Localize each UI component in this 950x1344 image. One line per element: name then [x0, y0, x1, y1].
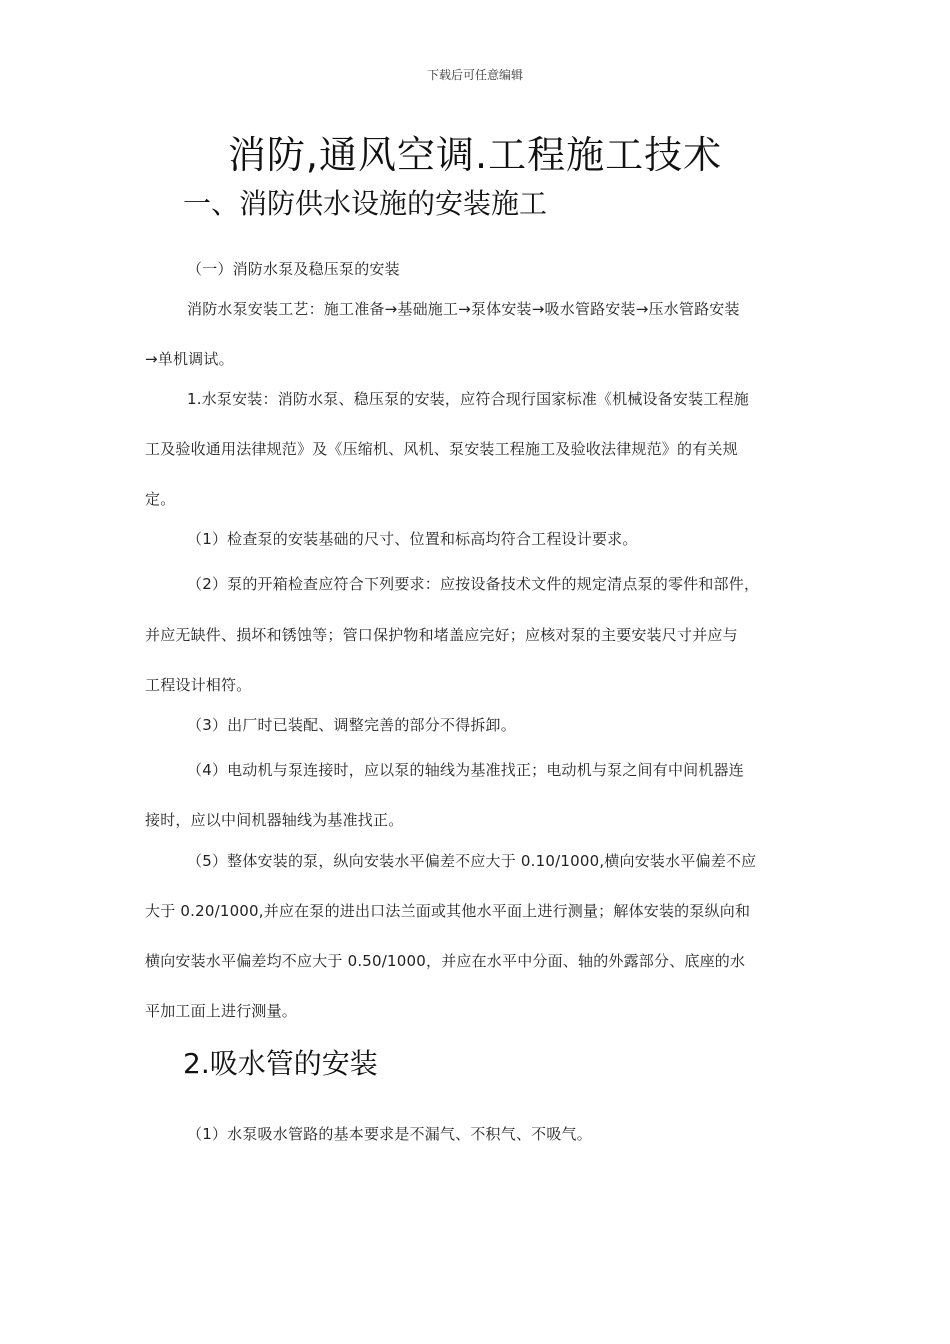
document-title: 消防,通风空调.工程施工技术 [227, 133, 723, 177]
paragraph-line: 定。 [145, 490, 176, 508]
paragraph-line: →单机调试。 [145, 350, 234, 368]
paragraph-line: （3）出厂时已装配、调整完善的部分不得拆卸。 [187, 716, 516, 734]
paragraph-line: 平加工面上进行测量。 [145, 1002, 298, 1020]
sub-heading: 2.吸水管的安装 [183, 1047, 378, 1080]
paragraph-line: （2）泵的开箱检查应符合下列要求：应按设备技术文件的规定清点泵的零件和部件， [187, 575, 760, 593]
paragraph-line: （1）水泵吸水管路的基本要求是不漏气、不积气、不吸气。 [187, 1125, 592, 1143]
paragraph-line: 大于 0.20/1000,并应在泵的进出口法兰面或其他水平面上进行测量；解体安装的泵纵向和 [145, 902, 751, 920]
paragraph-line: 1.水泵安装：消防水泵、稳压泵的安装，应符合现行国家标准《机械设备安装工程施 [187, 390, 749, 408]
paragraph-line: 工程设计相符。 [145, 676, 252, 694]
paragraph-line: 接时，应以中间机器轴线为基准找正。 [145, 811, 404, 829]
paragraph-line: 横向安装水平偏差均不应大于 0.50/1000，并应在水平中分面、轴的外露部分、底座的水 [145, 952, 746, 970]
paragraph-line: （一）消防水泵及稳压泵的安装 [187, 260, 400, 278]
section-heading: 一、消防供水设施的安装施工 [183, 187, 548, 220]
paragraph-line: （4）电动机与泵连接时，应以泵的轴线为基准找正；电动机与泵之间有中间机器连 [187, 761, 744, 779]
paragraph-line: 消防水泵安装工艺：施工准备→基础施工→泵体安装→吸水管路安装→压水管路安装 [187, 300, 740, 318]
paragraph-line: （1）检查泵的安装基础的尺寸、位置和标高均符合工程设计要求。 [187, 530, 638, 548]
paragraph-line: 并应无缺件、损坏和锈蚀等；管口保护物和堵盖应完好；应核对泵的主要安装尺寸并应与 [145, 626, 738, 644]
header-note: 下载后可任意编辑 [426, 68, 523, 82]
paragraph-line: （5）整体安装的泵，纵向安装水平偏差不应大于 0.10/1000,横向安装水平偏差不应 [187, 852, 757, 870]
paragraph-line: 工及验收通用法律规范》及《压缩机、风机、泵安装工程施工及验收法律规范》的有关规 [145, 440, 738, 458]
